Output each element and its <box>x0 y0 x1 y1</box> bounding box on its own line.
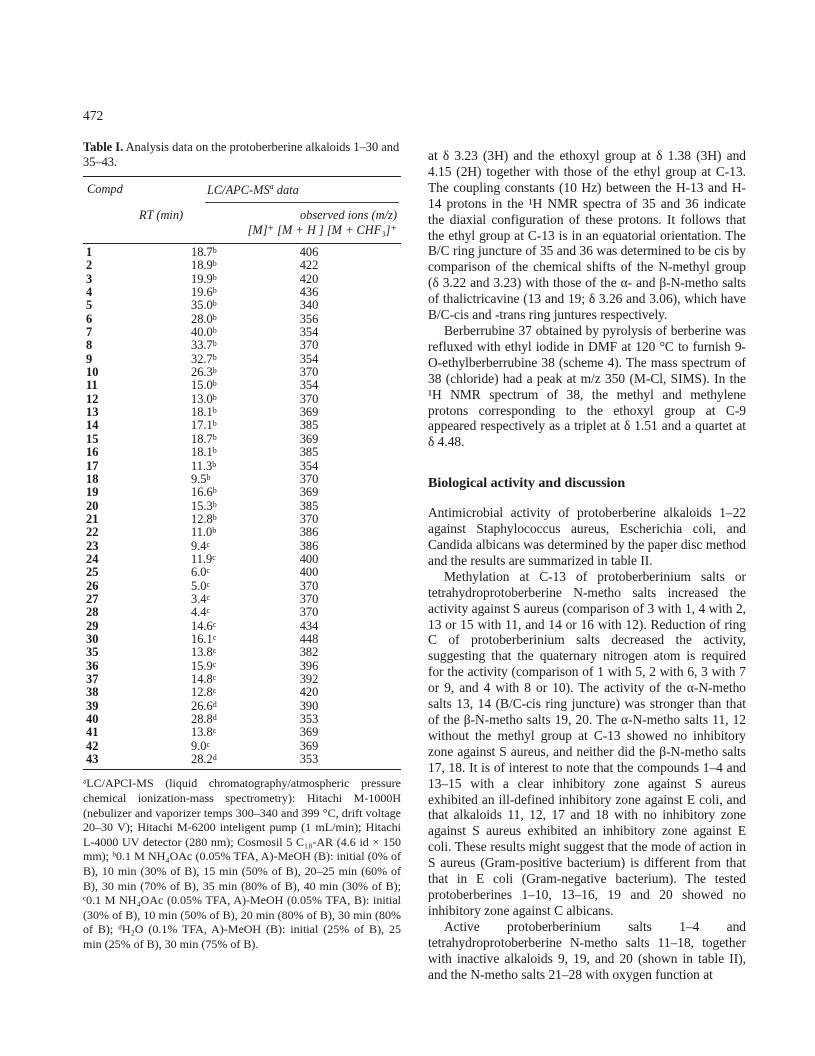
table-row <box>83 473 401 486</box>
section-heading: Biological activity and discussion <box>428 476 626 492</box>
table-row <box>83 686 401 699</box>
table-caption-text: Analysis data on the protoberberine alkaloids 1–30 and 35–43. <box>83 140 400 169</box>
observed-ion: 406 <box>299 245 319 259</box>
compd-number: 25 <box>86 565 99 580</box>
table-row <box>83 526 401 539</box>
compd-number: 41 <box>86 725 99 740</box>
table-row <box>83 286 401 299</box>
table-row <box>83 433 401 446</box>
observed-ion: 354 <box>299 351 319 366</box>
footnote-mark: b <box>212 366 217 376</box>
table-row <box>83 633 401 646</box>
table-caption <box>83 140 401 170</box>
table-row <box>83 500 401 513</box>
header-compd: Compd <box>87 182 123 196</box>
retention-time: 18.9$^b$ <box>191 258 217 273</box>
retention-time: 18.1$^b$ <box>191 445 217 460</box>
compd-number: 42 <box>86 738 99 753</box>
paragraph-berberrubine: Berberrubine 37 obtained by pyrolysis of berberine was refluxed with ethyl iodide in DMF at 120 °C to furnish 9-O-ethylberberrubine 38 (scheme 4). The mass spectrum of 38 (chloride) had a peak at m/z 350 (M-Cl, SIMS). In the ¹H NMR spectrum of 38, the methyl and methylene protons corresponding to the ethoxyl group at C-9 appeared respectively as a triplet at δ 1.51 and a quartet at δ 4.48. <box>428 322 746 450</box>
observed-ion: 356 <box>299 311 319 326</box>
compd-number: 11 <box>86 378 98 393</box>
table-row <box>83 379 401 392</box>
compd-number: 20 <box>86 498 99 513</box>
retention-time: 3.4$^c$ <box>191 591 211 606</box>
observed-ion: 420 <box>299 685 319 700</box>
table-row <box>83 339 401 352</box>
retention-time: 28.2$^d$ <box>191 752 217 767</box>
header-group: $LC/APC-MS^a$ data <box>207 182 299 198</box>
retention-time: 13.8$^c$ <box>191 725 217 740</box>
retention-time: 14.6$^c$ <box>191 618 217 633</box>
table-caption-label: Table I. <box>83 140 124 154</box>
retention-time: 18.1$^b$ <box>191 405 217 420</box>
compd-number: 38 <box>86 685 99 700</box>
retention-time: 14.8$^c$ <box>191 672 217 686</box>
compd-number: 9 <box>86 351 93 366</box>
compd-number: 4 <box>86 285 93 300</box>
compd-number: 14 <box>86 418 99 433</box>
footnote-mark: b <box>212 512 217 522</box>
retention-time: 26.6$^d$ <box>191 698 217 713</box>
observed-ion: 390 <box>299 698 319 713</box>
retention-time: 13.8$^c$ <box>191 645 217 660</box>
retention-time: 40.0$^b$ <box>191 325 217 340</box>
retention-time: 11.9$^c$ <box>191 551 216 566</box>
footnote-mark: c <box>206 739 211 749</box>
footnote-mark: b <box>212 339 217 349</box>
compd-number: 21 <box>86 511 99 526</box>
observed-ion: 385 <box>299 445 319 460</box>
table-bottom-rule <box>83 769 401 770</box>
compd-number: 8 <box>86 338 93 353</box>
observed-ion: 422 <box>299 258 319 273</box>
retention-time: 18.7$^b$ <box>191 245 217 259</box>
footnote-mark: c <box>212 632 217 642</box>
compd-number: 16 <box>86 445 99 460</box>
table-row <box>83 366 401 379</box>
observed-ion: 353 <box>299 752 319 767</box>
table-row <box>83 406 401 419</box>
observed-ion: 448 <box>299 631 319 646</box>
retention-time: 16.1$^c$ <box>191 631 217 646</box>
compd-number: 27 <box>86 591 99 606</box>
table-row <box>83 299 401 312</box>
retention-time: 18.7$^b$ <box>191 431 217 446</box>
observed-ion: 420 <box>299 271 319 286</box>
table-row <box>83 606 401 619</box>
compd-number: 40 <box>86 712 99 727</box>
footnote-mark: b <box>212 299 217 309</box>
observed-ion: 369 <box>299 405 319 420</box>
retention-time: 11.0$^b$ <box>191 525 217 540</box>
table-row <box>83 313 401 326</box>
footnote-mark: b <box>212 446 217 456</box>
table-row <box>83 713 401 726</box>
observed-ion: 369 <box>299 725 319 740</box>
footnote-mark: c <box>212 659 217 669</box>
retention-time: 9.5$^b$ <box>191 471 211 486</box>
compd-number: 6 <box>86 311 93 326</box>
footnote-mark: b <box>212 499 217 509</box>
observed-ion: 370 <box>299 338 319 353</box>
observed-ion: 354 <box>299 458 319 473</box>
paragraph-methylation: Methylation at C-13 of protoberberinium salts or tetrahydroprotoberberine N-metho salts increased the activity against S aureus (comparison of 3 with 1, 4 with 2, 13 or 15 with 11, and 14 or 16 with 12). Reduction of ring C of protoberberinium salts decreased the activity, suggesting that the quaternary nitrogen atom is required for the activity (comparison of 1 with 5, 2 with 6, 3 with 7 or 9, and 4 with 8 or 10). The activity of the α-N-metho salts 13, 14 (B/C-cis ring juncture) was stronger than that of the β-N-metho salts 19, 20. The α-N-metho salts 11, 12 without the methyl group at C-13 showed no inhibitory zone against S aureus, and neither did the β-N-metho salts 17, 18. It is of interest to note that the compounds 1–4 and 13–15 with a clear inhibitory zone against S aureus exhibited an ill-defined inhibitory zone against E coli, and that alkaloids 11, 12, 17 and 18 with no inhibitory zone against S aureus exhibited an inhibitory zone against E coli. These results might suggest that the mode of action in S aureus (Gram-positive bacterium) is different from that that in E coli (Gram-negative bacterium). The tested protoberberines 1–10, 13–16, 19 and 20 showed no inhibitory zone against C albicans. <box>428 568 746 918</box>
compd-number: 18 <box>86 471 99 486</box>
retention-time: 28.0$^b$ <box>191 311 217 326</box>
observed-ion: 353 <box>299 712 319 727</box>
table-body <box>83 244 401 769</box>
compd-number: 30 <box>86 631 99 646</box>
observed-ion: 396 <box>299 658 319 673</box>
observed-ion: 392 <box>299 672 319 686</box>
table-row <box>83 460 401 473</box>
body-text-column <box>428 148 746 982</box>
footnote-mark: b <box>212 526 217 536</box>
table-row <box>83 259 401 272</box>
footnote-mark: c <box>206 592 211 602</box>
table-footnote: ᵃLC/APCI-MS (liquid chromatography/atmospheric pressure chemical ionization-mass spectrometry): Hitachi M-1000H (nebulizer and vaporizer temps 300–340 and 399 °C, drift voltage 20–30 V); Hitachi M-6200 inteligent pump (1 mL/min); Hitachi L-4000 UV detector (280 nm); Cosmosil 5 C₁₈-AR (4.6 id × 150 mm); ᵇ0.1 M NH₄OAc (0.05% TFA, A)-MeOH (B): initial (0% of B), 10 min (30% of B), 15 min (50% of B), 20–25 min (60% of B), 30 min (70% of B), 35 min (80% of B), 40 min (30% of B); ᶜ0.1 M NH₄OAc (0.05% TFA, A)-MeOH (0.05% TFA, B): initial (30% of B), 10 min (50% of B), 20 min (80% of B), 30 min (80% of B); ᵈH₂O (0.1% TFA, A)-MeOH (B): initial (25% of B), 25 min (25% of B), 30 min (75% of B). <box>83 776 401 951</box>
observed-ion: 436 <box>299 285 319 300</box>
footnote-mark: c <box>206 539 211 549</box>
footnote-mark: c <box>212 686 217 696</box>
footnote-mark: c <box>206 566 211 576</box>
retention-time: 32.7$^b$ <box>191 351 217 366</box>
observed-ion: 354 <box>299 378 319 393</box>
compd-number: 36 <box>86 658 99 673</box>
retention-time: 19.9$^b$ <box>191 271 217 286</box>
footnote-mark: c <box>212 552 216 562</box>
compd-number: 37 <box>86 672 99 686</box>
table-row <box>83 700 401 713</box>
table-row <box>83 513 401 526</box>
table-row <box>83 753 401 766</box>
compd-number: 39 <box>86 698 99 713</box>
table-row <box>83 646 401 659</box>
footnote-mark: b <box>212 419 217 429</box>
footnote-mark: d <box>212 753 217 763</box>
retention-time: 35.0$^b$ <box>191 298 217 313</box>
table-row <box>83 326 401 339</box>
table-row <box>83 273 401 286</box>
header-ions-sub: [M]⁺ [M + H ] [M + CHF₃]⁺ <box>247 223 397 237</box>
retention-time: 12.8$^b$ <box>191 511 217 526</box>
retention-time: 19.6$^b$ <box>191 285 217 300</box>
observed-ion: 370 <box>299 471 319 486</box>
retention-time: 13.0$^b$ <box>191 391 217 406</box>
footnote-mark: b <box>212 286 217 296</box>
footnote-mark: d <box>212 713 217 723</box>
retention-time: 5.0$^c$ <box>191 578 211 593</box>
compd-number: 24 <box>86 551 99 566</box>
retention-time: 12.8$^c$ <box>191 685 217 700</box>
page-number: 472 <box>83 108 104 123</box>
paragraph-active-salts: Active protoberberinium salts 1–4 and tetrahydroprotoberberine N-metho salts 11–18, together with inactive alkaloids 9, 19, and 20 (shown in table II), and the N-metho salts 21–28 with oxygen function at <box>428 918 746 982</box>
paragraph-antimicrobial: Antimicrobial activity of protoberberine alkaloids 1–22 against Staphylococcus aureus, Escherichia coli, and Candida albicans was determined by the paper disc method and the results are summarized in table II. <box>428 505 746 568</box>
compd-number: 22 <box>86 525 99 540</box>
table-row <box>83 740 401 753</box>
observed-ion: 400 <box>299 551 319 566</box>
retention-time: 9.4$^c$ <box>191 538 211 553</box>
compd-number: 19 <box>86 485 99 500</box>
observed-ion: 434 <box>299 618 319 633</box>
table-row <box>83 486 401 499</box>
footnote-mark: b <box>212 272 217 282</box>
retention-time: 17.1$^b$ <box>191 418 217 433</box>
compd-number: 35 <box>86 645 99 660</box>
table-row <box>83 673 401 686</box>
table-column <box>83 140 401 952</box>
footnote-mark: b <box>212 379 217 389</box>
header-rt: RT (min) <box>139 208 184 222</box>
observed-ion: 369 <box>299 485 319 500</box>
table-row <box>83 540 401 553</box>
table-row <box>83 393 401 406</box>
header-group-rule <box>205 202 399 203</box>
compd-number: 5 <box>86 298 93 313</box>
compd-number: 3 <box>86 271 93 286</box>
retention-time: 33.7$^b$ <box>191 338 217 353</box>
observed-ion: 370 <box>299 511 319 526</box>
footnote-mark: c <box>206 579 211 589</box>
footnote-mark: b <box>212 246 217 255</box>
footnote-mark: c <box>212 646 217 656</box>
retention-time: 15.9$^c$ <box>191 658 217 673</box>
compd-number: 29 <box>86 618 99 633</box>
footnote-mark: b <box>212 259 217 269</box>
observed-ion: 369 <box>299 431 319 446</box>
table-header <box>83 177 401 243</box>
retention-time: 26.3$^b$ <box>191 365 217 380</box>
footnote-mark: b <box>212 392 217 402</box>
observed-ion: 385 <box>299 498 319 513</box>
table-row <box>83 246 401 259</box>
compd-number: 17 <box>86 458 99 473</box>
table-row <box>83 580 401 593</box>
observed-ion: 386 <box>299 538 319 553</box>
table-row <box>83 566 401 579</box>
observed-ion: 354 <box>299 325 319 340</box>
compd-number: 23 <box>86 538 99 553</box>
compd-number: 15 <box>86 431 99 446</box>
retention-time: 16.6$^b$ <box>191 485 217 500</box>
observed-ion: 340 <box>299 298 319 313</box>
table-row <box>83 353 401 366</box>
observed-ion: 370 <box>299 605 319 620</box>
footnote-mark: c <box>212 673 217 682</box>
compd-number: 7 <box>86 325 93 340</box>
compd-number: 28 <box>86 605 99 620</box>
retention-time: 11.3$^b$ <box>191 458 217 473</box>
header-ions: observed ions (m/z) <box>299 208 397 222</box>
retention-time: 4.4$^c$ <box>191 605 211 620</box>
observed-ion: 369 <box>299 738 319 753</box>
compd-number: 2 <box>86 258 93 273</box>
footnote-mark: c <box>212 619 217 629</box>
footnote-mark: b <box>212 432 217 442</box>
observed-ion: 370 <box>299 578 319 593</box>
observed-ion: 382 <box>299 645 319 660</box>
footnote-mark: b <box>212 352 217 362</box>
retention-time: 6.0$^c$ <box>191 565 211 580</box>
footnote-mark: b <box>212 486 217 496</box>
paragraph-nmr: at δ 3.23 (3H) and the ethoxyl group at δ 1.38 (3H) and 4.15 (2H) together with those of the ethyl group at C-13. The coupling constants (10 Hz) between the H-13 and H-14 protons in the ¹H NMR spectra of 35 and 36 indicate the diaxial configuration of these protons. It follows that the ethyl group at C-13 is in an equatorial orientation. The B/C ring juncture of 35 and 36 was determined to be cis by comparison of the chemical shifts of the N-methyl group (δ 3.22 and 3.23) with those of the α- and β-N-metho salts of thalictricavine (13 and 19; δ 3.26 and 3.06), which have B/C-cis and -trans ring juntures respectively. <box>428 148 746 323</box>
table-row <box>83 553 401 566</box>
observed-ion: 370 <box>299 391 319 406</box>
footnote-mark: b <box>212 459 217 469</box>
footnote-mark: c <box>206 606 211 616</box>
table-row <box>83 660 401 673</box>
retention-time: 15.0$^b$ <box>191 378 217 393</box>
footnote-mark: c <box>212 726 217 736</box>
compd-number: 12 <box>86 391 99 406</box>
footnote-mark: b <box>206 472 211 482</box>
retention-time: 28.8$^d$ <box>191 712 217 727</box>
footnote-mark: b <box>212 406 217 416</box>
compd-number: 1 <box>86 245 93 259</box>
table-row <box>83 620 401 633</box>
table-row <box>83 593 401 606</box>
observed-ion: 370 <box>299 591 319 606</box>
compd-number: 13 <box>86 405 99 420</box>
compd-number: 43 <box>86 752 99 767</box>
observed-ion: 386 <box>299 525 319 540</box>
table-row <box>83 419 401 432</box>
table-row <box>83 446 401 459</box>
compd-number: 10 <box>86 365 99 380</box>
compd-number: 26 <box>86 578 99 593</box>
footnote-mark: d <box>212 699 217 709</box>
observed-ion: 400 <box>299 565 319 580</box>
footnote-mark: b <box>212 312 217 322</box>
footnote-mark: b <box>212 326 217 336</box>
retention-time: 15.3$^b$ <box>191 498 217 513</box>
observed-ion: 385 <box>299 418 319 433</box>
table-row <box>83 726 401 739</box>
retention-time: 9.0$^c$ <box>191 738 211 753</box>
observed-ion: 370 <box>299 365 319 380</box>
